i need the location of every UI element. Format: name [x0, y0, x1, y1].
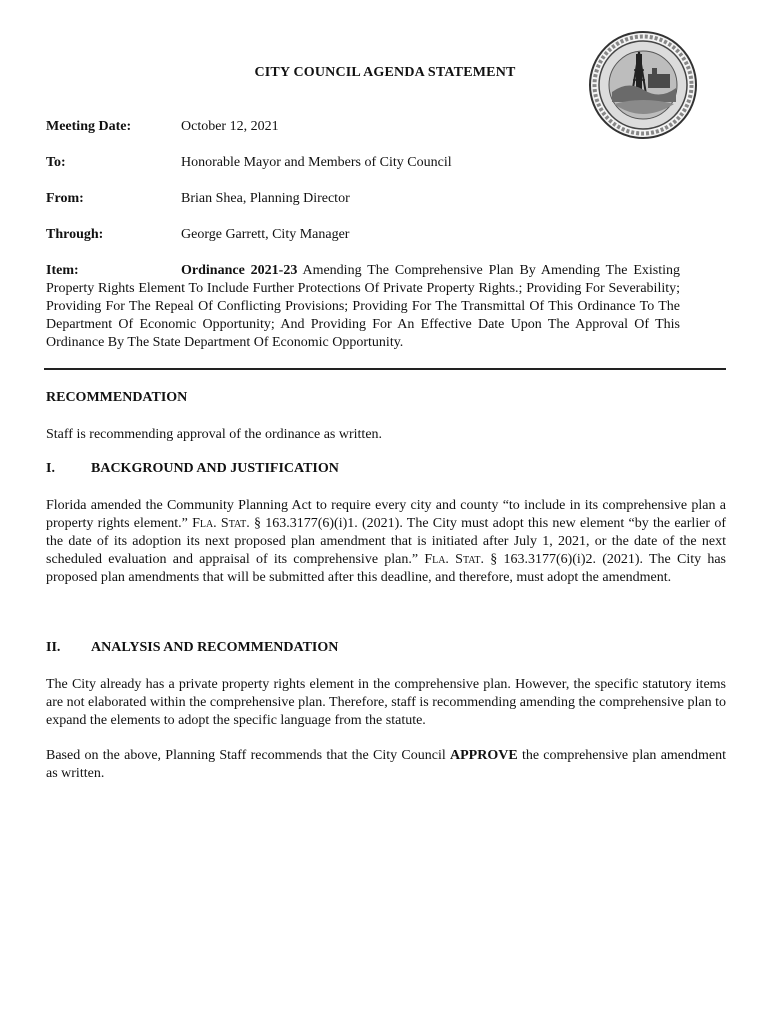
item-block [46, 262, 680, 352]
section-1-paragraph [46, 497, 726, 587]
section-2-number: II. [46, 640, 61, 655]
section-1-text-part-3: § 163.3177(6)(i)2. (2021). The City has proposed plan amendments that will be submitted after this deadline, and therefore, must adopt the amendment. [46, 552, 727, 585]
section-2-para-2-text-2: the comprehensive plan amendment as written. [46, 748, 727, 781]
section-1-heading [46, 461, 339, 477]
document-title: CITY COUNCIL AGENDA STATEMENT [254, 65, 516, 80]
recommendation-text: Staff is recommending approval of the ordinance as written. [46, 427, 383, 442]
section-divider [44, 368, 726, 370]
ordinance-number: Ordinance 2021-23 [181, 263, 298, 278]
section-1-title: BACKGROUND AND JUSTIFICATION [91, 461, 339, 476]
section-1-text-part-1: Florida amended the Community Planning Act to require every city and county “to include in its comprehensive plan a property rights element.” [46, 498, 726, 531]
item-description: Amending The Comprehensive Plan By Amending The Existing Property Rights Element To Include Further Protections Of Private Property Rights.; Providing For Severability; Providing For The Repeal Of Conflicting Provisions; Providing For The Transmittal Of This Ordinance To The Department Of Economic Opportunity; And Providing For An Effective Date Upon The Approval Of This Ordinance By The State Department Of Economic Opportunity. [46, 263, 680, 350]
recommendation-heading: RECOMMENDATION [46, 390, 188, 405]
city-seal-logo [588, 30, 698, 140]
section-1-text-part-2: § 163.3177(6)(i)1. (2021). The City must adopt this new element “by the earlier of the date of its adoption its next proposed plan amendment that is initiated after July 1, 2021, or the date of the next scheduled evaluation and appraisal of its comprehensive plan.” [46, 516, 726, 567]
from-label: From: [46, 191, 84, 206]
statute-citation-2: Fla. Stat. [424, 552, 484, 567]
to-label: To: [46, 155, 66, 170]
statute-citation-1: Fla. Stat. [192, 516, 250, 531]
section-2-paragraph-1: The City already has a private property rights element in the comprehensive plan. However, the specific statutory items are not elaborated within the comprehensive plan. Therefore, staff is recommending amending the comprehensive plan to expand the elements to adopt the specific language from the statute. [46, 677, 726, 728]
through-label: Through: [46, 227, 104, 242]
from-value: Brian Shea, Planning Director [181, 191, 350, 206]
section-2-para-2-text-1: Based on the above, Planning Staff recommends that the City Council [46, 748, 450, 763]
section-1-number: I. [46, 461, 55, 476]
to-value: Honorable Mayor and Members of City Council [181, 155, 452, 170]
section-2-title: ANALYSIS AND RECOMMENDATION [91, 640, 339, 655]
through-value: George Garrett, City Manager [181, 227, 350, 242]
approve-keyword: APPROVE [450, 748, 518, 763]
section-2-heading [46, 640, 338, 656]
meeting-date-label: Meeting Date: [46, 119, 132, 134]
meeting-date-value: October 12, 2021 [181, 119, 279, 134]
section-2-paragraph-2 [46, 747, 726, 783]
item-label: Item: [46, 263, 79, 278]
